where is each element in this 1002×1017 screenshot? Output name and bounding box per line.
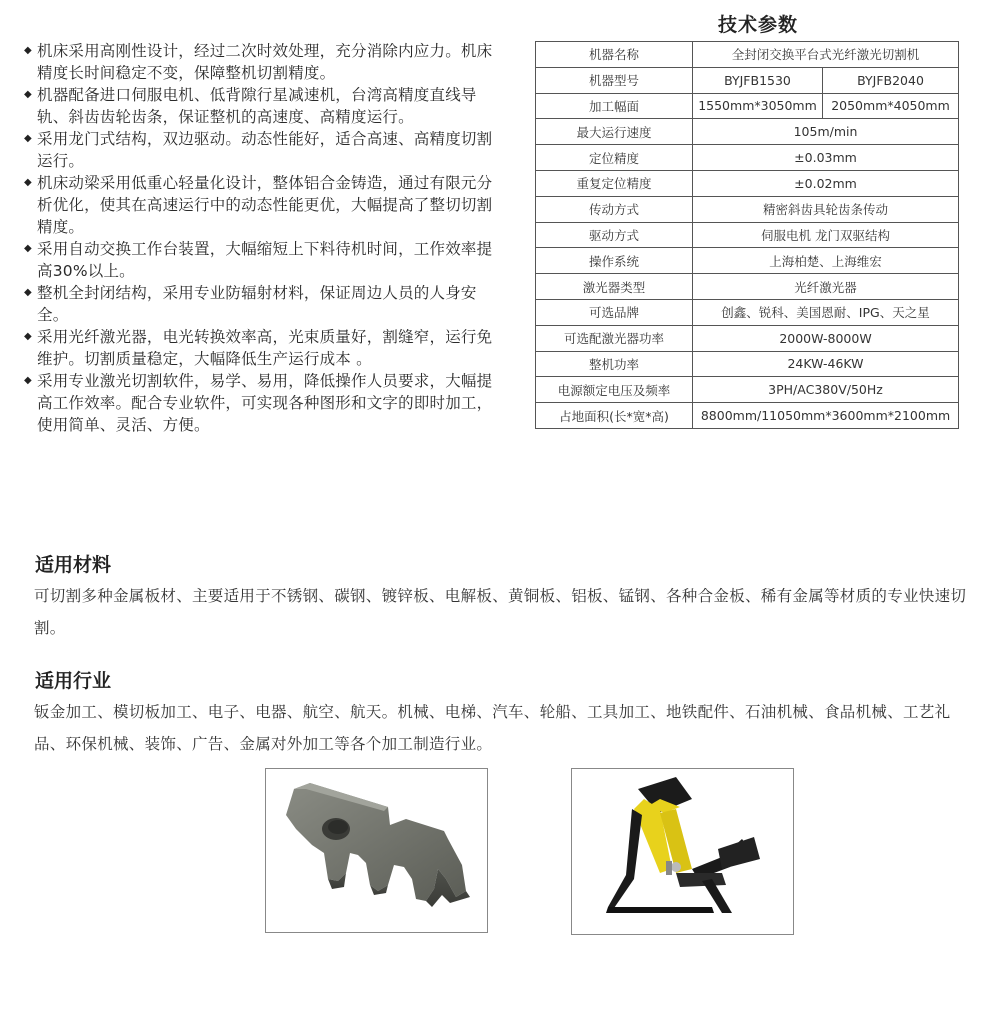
spec-value-a: BYJFB1530	[693, 67, 823, 93]
diamond-bullet-icon: ◆	[24, 45, 32, 56]
table-row	[536, 145, 959, 171]
diamond-bullet-icon: ◆	[24, 331, 32, 342]
spec-label: 驱动方式	[536, 222, 693, 248]
table-row	[536, 377, 959, 403]
spec-value: ±0.02mm	[693, 170, 959, 196]
feature-item	[24, 282, 506, 326]
feature-text: 采用自动交换工作台装置，大幅缩短上下料待机时间，工作效率提高30%以上。	[37, 240, 493, 280]
diamond-bullet-icon: ◆	[24, 375, 32, 386]
diamond-bullet-icon: ◆	[24, 287, 32, 298]
materials-heading: 适用材料	[35, 554, 112, 576]
feature-item	[24, 84, 506, 128]
feature-item	[24, 172, 506, 238]
metal-part-photo	[265, 768, 488, 933]
spec-value-a: 1550mm*3050mm	[693, 93, 823, 119]
spec-value: 8800mm/11050mm*3600mm*2100mm	[693, 403, 959, 429]
table-row	[536, 248, 959, 274]
industries-heading: 适用行业	[35, 670, 112, 692]
spec-label: 可选品牌	[536, 299, 693, 325]
table-row	[536, 93, 959, 119]
table-row	[536, 325, 959, 351]
spec-label: 操作系统	[536, 248, 693, 274]
diamond-bullet-icon: ◆	[24, 89, 32, 100]
diamond-bullet-icon: ◆	[24, 243, 32, 254]
cut-metal-part-image	[266, 769, 487, 932]
spec-label: 定位精度	[536, 145, 693, 171]
diamond-bullet-icon: ◆	[24, 133, 32, 144]
spec-table	[535, 41, 959, 429]
spec-value: 上海柏楚、上海维宏	[693, 248, 959, 274]
spec-label: 机器名称	[536, 42, 693, 68]
feature-item	[24, 128, 506, 172]
feature-text: 采用专业激光切割软件，易学、易用，降低操作人员要求，大幅提高工作效率。配合专业软件，可实现各种图形和文字的即时加工，使用简单、灵活、方便。	[37, 372, 493, 434]
spec-value: 伺服电机 龙门双驱结构	[693, 222, 959, 248]
feature-item	[24, 370, 506, 436]
table-row	[536, 42, 959, 68]
spec-value: 创鑫、锐科、美国恩耐、IPG、天之星	[693, 299, 959, 325]
feature-text: 机床采用高刚性设计，经过二次时效处理，充分消除内应力。机床精度长时间稳定不变，保障整机切割精度。	[37, 42, 493, 82]
spec-label: 占地面积(长*宽*高)	[536, 403, 693, 429]
spec-value-b: 2050mm*4050mm	[823, 93, 959, 119]
table-row	[536, 403, 959, 429]
spec-label: 整机功率	[536, 351, 693, 377]
spec-label: 加工幅面	[536, 93, 693, 119]
spec-label: 最大运行速度	[536, 119, 693, 145]
spec-label: 传动方式	[536, 196, 693, 222]
fitness-machine-photo	[571, 768, 794, 935]
feature-item	[24, 326, 506, 370]
feature-list	[24, 40, 506, 436]
spec-value: 3PH/AC380V/50Hz	[693, 377, 959, 403]
materials-body: 可切割多种金属板材、主要适用于不锈钢、碳钢、镀锌板、电解板、黄铜板、铝板、锰钢、各种合金板、稀有金属等材质的专业快速切割。	[34, 587, 967, 637]
table-row	[536, 222, 959, 248]
feature-text: 采用龙门式结构，双边驱动。动态性能好，适合高速、高精度切割运行。	[37, 130, 493, 170]
table-row	[536, 67, 959, 93]
spec-value: 2000W-8000W	[693, 325, 959, 351]
table-row	[536, 196, 959, 222]
table-row	[536, 274, 959, 300]
feature-item	[24, 40, 506, 84]
table-row	[536, 299, 959, 325]
spec-value: 105m/min	[693, 119, 959, 145]
spec-label: 可选配激光器功率	[536, 325, 693, 351]
feature-text: 机床动梁采用低重心轻量化设计，整体铝合金铸造，通过有限元分析优化，使其在高速运行中的动态性能更优，大幅提高了整切切割精度。	[37, 174, 493, 236]
spec-label: 重复定位精度	[536, 170, 693, 196]
feature-item	[24, 238, 506, 282]
spec-value-b: BYJFB2040	[823, 67, 959, 93]
spec-value: 精密斜齿具轮齿条传动	[693, 196, 959, 222]
feature-text: 整机全封闭结构，采用专业防辐射材料，保证周边人员的人身安全。	[37, 284, 477, 324]
spec-value: 24KW-46KW	[693, 351, 959, 377]
industries-body: 钣金加工、模切板加工、电子、电器、航空、航天。机械、电梯、汽车、轮船、工具加工、地铁配件、石油机械、食品机械、工艺礼品、环保机械、装饰、广告、金属对外加工等各个加工制造行业。	[34, 703, 951, 753]
table-row	[536, 351, 959, 377]
spec-value: 光纤激光器	[693, 274, 959, 300]
spec-value: 全封闭交换平台式光纤激光切割机	[693, 42, 959, 68]
spec-label: 激光器类型	[536, 274, 693, 300]
diamond-bullet-icon: ◆	[24, 177, 32, 188]
feature-text: 机器配备进口伺服电机、低背隙行星减速机，台湾高精度直线导轨、斜齿齿轮齿条，保证整机的高速度、高精度运行。	[37, 86, 477, 126]
spec-value: ±0.03mm	[693, 145, 959, 171]
feature-text: 采用光纤激光器，电光转换效率高，光束质量好，割缝窄，运行免维护。切割质量稳定，大幅降低生产运行成本 。	[37, 328, 493, 368]
fitness-machine-image	[572, 769, 793, 934]
table-row	[536, 170, 959, 196]
spec-label: 机器型号	[536, 67, 693, 93]
table-row	[536, 119, 959, 145]
spec-table-title: 技术参数	[717, 14, 798, 36]
spec-label: 电源额定电压及频率	[536, 377, 693, 403]
